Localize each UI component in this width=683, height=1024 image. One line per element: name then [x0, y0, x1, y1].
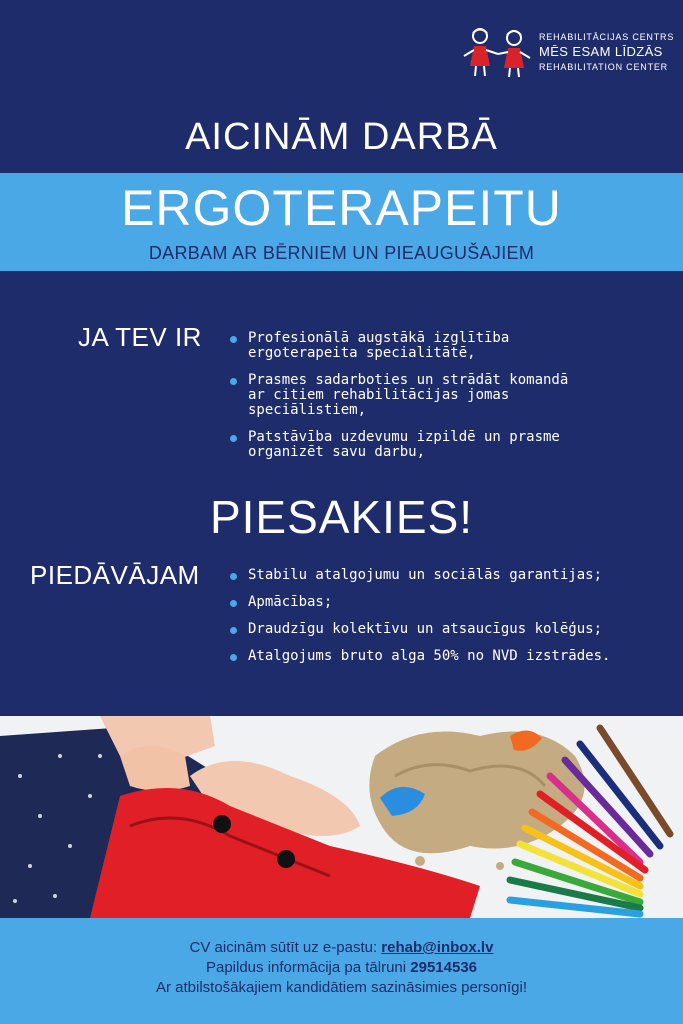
list-item: Stabilu atalgojumu un sociālās garantijas; — [228, 568, 610, 583]
children-activity-photo — [0, 716, 683, 918]
apply-heading: PIESAKIES! — [209, 491, 474, 543]
phone-line — [0, 958, 683, 978]
contact-footer — [0, 918, 683, 1024]
photo-illustration — [0, 716, 683, 918]
list-item: Prasmes sadarboties un strādāt komandā ar citiem rehabilitācijas jomas speciālistiem, — [228, 373, 568, 418]
requirements-label: JA TEV IR — [78, 322, 202, 352]
logo-line-2: MĒS ESAM LĪDZĀS — [539, 44, 663, 59]
children-logo-icon — [462, 26, 534, 78]
invite-heading: AICINĀM DARBĀ — [185, 116, 498, 158]
position-title: ERGOTERAPEITU — [121, 180, 562, 236]
list-item: Apmācības; — [228, 595, 610, 610]
offer-list — [228, 568, 610, 664]
list-item: Atalgojums bruto alga 50% no NVD izstrādes. — [228, 649, 610, 664]
offer-label: PIEDĀVĀJAM — [30, 560, 200, 590]
email-link[interactable]: rehab@inbox.lv — [381, 939, 494, 956]
requirements-list — [228, 331, 568, 460]
logo — [462, 26, 677, 78]
list-item: Patstāvība uzdevumu izpildē un prasme organizēt savu darbu, — [228, 430, 568, 460]
position-subtitle: DARBAM AR BĒRNIEM UN PIEAUGUŠAJIEM — [148, 243, 535, 263]
closing-line: Ar atbilstošākajiem kandidātiem sazināsimies personīgi! — [155, 979, 527, 996]
logo-line-1: REHABILITĀCIJAS CENTRS — [539, 32, 675, 42]
logo-line-3: REHABILITATION CENTER — [539, 62, 668, 72]
phone-text: Papildus informācija pa tālruni — [205, 959, 411, 976]
list-item: Draudzīgu kolektīvu un atsaucīgus kolēģus; — [228, 622, 610, 637]
list-item: Profesionālā augstākā izglītība ergoterapeita specialitātē, — [228, 331, 568, 361]
cv-line — [0, 938, 683, 958]
cv-text: CV aicinām sūtīt uz e-pastu: — [189, 939, 382, 956]
position-band — [0, 173, 683, 271]
phone-number[interactable]: 29514536 — [410, 959, 478, 976]
